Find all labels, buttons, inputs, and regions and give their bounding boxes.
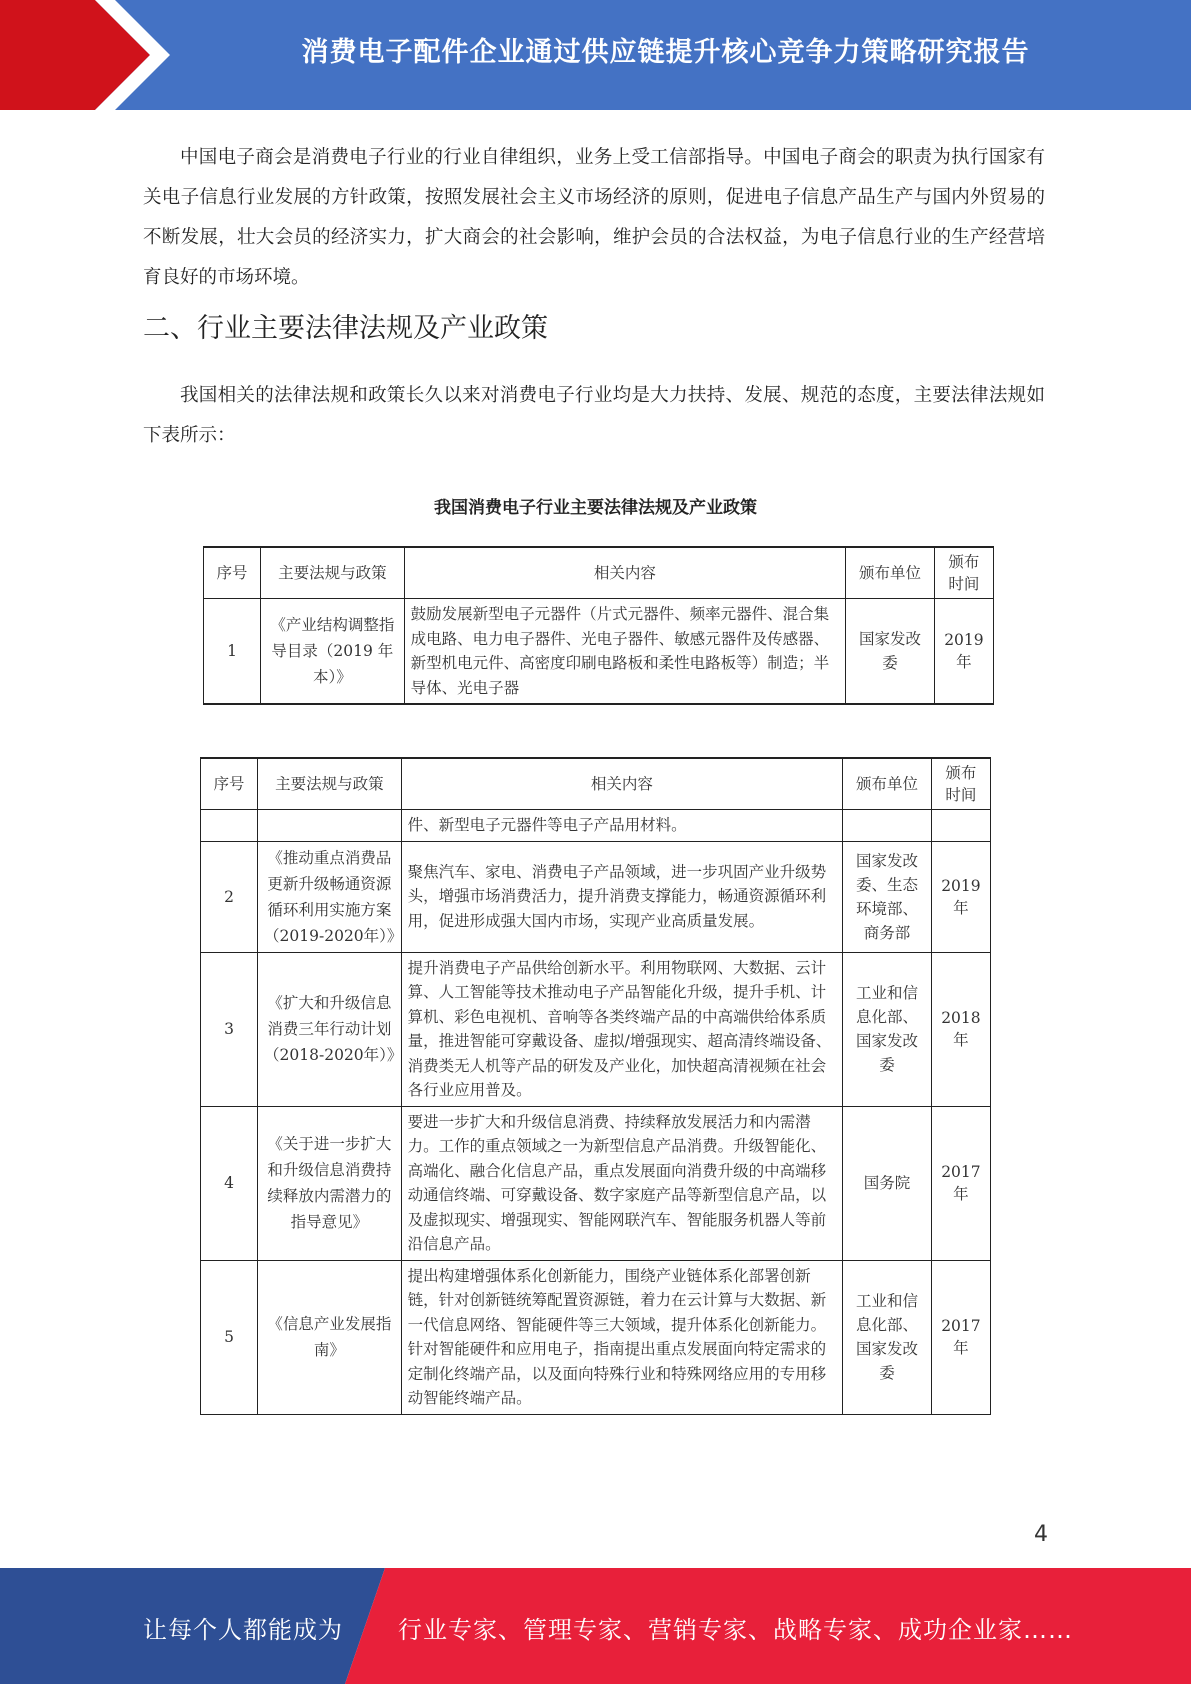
cell-num: 3 bbox=[201, 952, 258, 1106]
cell-unit: 国务院 bbox=[843, 1106, 932, 1260]
header-name: 主要法规与政策 bbox=[261, 547, 405, 599]
table-header-row bbox=[201, 758, 991, 810]
cell-content: 提出构建增强体系化创新能力，围绕产业链体系化部署创新链，针对创新链统筹配置资源链，着力在云计算与大数据、新一代信息网络、智能硬件等三大领域，提升体系化创新能力。针对智能硬件和应用电子，指南提出重点发展面向特定需求的定制化终端产品，以及面向特殊行业和特殊网络应用的专用移动智能终端产品。 bbox=[401, 1260, 842, 1414]
header-date: 颁布时间 bbox=[934, 547, 993, 599]
cell-name: 《产业结构调整指导目录（2019 年本）》 bbox=[261, 599, 405, 705]
footer-banner bbox=[0, 1568, 1191, 1684]
cell-content: 鼓励发展新型电子元器件（片式元器件、频率元器件、混合集成电路、电力电子器件、光电子器件、敏感元器件及传感器、新型机电元件、高密度印刷电路板和柔性电路板等）制造；半导体、光电子器 bbox=[404, 599, 845, 705]
header-content: 相关内容 bbox=[404, 547, 845, 599]
header-unit: 颁布单位 bbox=[846, 547, 935, 599]
cell-name bbox=[258, 810, 402, 842]
section-paragraph: 我国相关的法律法规和政策长久以来对消费电子行业均是大力扶持、发展、规范的态度，主要法律法规如下表所示： bbox=[143, 385, 1045, 446]
table-row bbox=[201, 1260, 991, 1414]
cell-num bbox=[201, 810, 258, 842]
cell-unit: 国家发改委、生态环境部、商务部 bbox=[843, 841, 932, 952]
footer-slogan-right: 行业专家、管理专家、营销专家、战略专家、成功企业家…… bbox=[398, 1616, 1073, 1644]
cell-unit: 工业和信息化部、国家发改委 bbox=[843, 1260, 932, 1414]
cell-date: 2017年 bbox=[931, 1260, 990, 1414]
table-caption: 我国消费电子行业主要法律法规及产业政策 bbox=[434, 498, 757, 518]
table-row bbox=[201, 841, 991, 952]
cell-name: 《关于进一步扩大和升级信息消费持续释放内需潜力的指导意见》 bbox=[258, 1106, 402, 1260]
header-name: 主要法规与政策 bbox=[258, 758, 402, 810]
header-num: 序号 bbox=[204, 547, 261, 599]
report-title: 消费电子配件企业通过供应链提升核心竞争力策略研究报告 bbox=[301, 37, 1030, 68]
table-row bbox=[201, 952, 991, 1106]
cell-content: 提升消费电子产品供给创新水平。利用物联网、大数据、云计算、人工智能等技术推动电子产品智能化升级，提升手机、计算机、彩色电视机、音响等各类终端产品的中高端供给体系质量，推进智能可穿戴设备、虚拟/增强现实、超高清终端设备、消费类无人机等产品的研发及产业化，加快超高清视频在社会各行业应用普及。 bbox=[401, 952, 842, 1106]
section-heading: 二、行业主要法律法规及产业政策 bbox=[143, 313, 548, 344]
header-banner bbox=[0, 0, 1191, 110]
cell-name: 《信息产业发展指南》 bbox=[258, 1260, 402, 1414]
cell-unit: 工业和信息化部、国家发改委 bbox=[843, 952, 932, 1106]
table-row bbox=[201, 810, 991, 842]
regulations-table-part1 bbox=[203, 546, 994, 705]
cell-date: 2019年 bbox=[934, 599, 993, 705]
cell-num: 5 bbox=[201, 1260, 258, 1414]
header-unit: 颁布单位 bbox=[843, 758, 932, 810]
cell-num: 1 bbox=[204, 599, 261, 705]
footer-slogan-left: 让每个人都能成为 bbox=[143, 1616, 343, 1644]
cell-date: 2017年 bbox=[931, 1106, 990, 1260]
cell-content: 要进一步扩大和升级信息消费、持续释放发展活力和内需潜力。工作的重点领域之一为新型信息产品消费。升级智能化、高端化、融合化信息产品，重点发展面向消费升级的中高端移动通信终端、可穿戴设备、数字家庭产品等新型信息产品，以及虚拟现实、增强现实、智能网联汽车、智能服务机器人等前沿信息产品。 bbox=[401, 1106, 842, 1260]
page-number: 4 bbox=[1034, 1522, 1048, 1547]
cell-date: 2018年 bbox=[931, 952, 990, 1106]
header-content: 相关内容 bbox=[401, 758, 842, 810]
cell-num: 4 bbox=[201, 1106, 258, 1260]
header-num: 序号 bbox=[201, 758, 258, 810]
cell-unit: 国家发改委 bbox=[846, 599, 935, 705]
intro-paragraph: 中国电子商会是消费电子行业的行业自律组织，业务上受工信部指导。中国电子商会的职责为执行国家有关电子信息行业发展的方针政策，按照发展社会主义市场经济的原则，促进电子信息产品生产与国内外贸易的不断发展，壮大会员的经济实力，扩大商会的社会影响，维护会员的合法权益，为电子信息行业的生产经营培育良好的市场环境。 bbox=[143, 147, 1045, 288]
cell-date: 2019年 bbox=[931, 841, 990, 952]
table-row bbox=[204, 599, 994, 705]
cell-content: 件、新型电子元器件等电子产品用材料。 bbox=[401, 810, 842, 842]
cell-name: 《扩大和升级信息消费三年行动计划（2018-2020年）》 bbox=[258, 952, 402, 1106]
table-header-row bbox=[204, 547, 994, 599]
cell-num: 2 bbox=[201, 841, 258, 952]
cell-date bbox=[931, 810, 990, 842]
cell-content: 聚焦汽车、家电、消费电子产品领域，进一步巩固产业升级势头，增强市场消费活力，提升消费支撑能力，畅通资源循环利用，促进形成强大国内市场，实现产业高质量发展。 bbox=[401, 841, 842, 952]
cell-name: 《推动重点消费品更新升级畅通资源循环利用实施方案（2019-2020年）》 bbox=[258, 841, 402, 952]
cell-unit bbox=[843, 810, 932, 842]
regulations-table-part2 bbox=[200, 757, 991, 1415]
table-row bbox=[201, 1106, 991, 1260]
header-date: 颁布时间 bbox=[931, 758, 990, 810]
